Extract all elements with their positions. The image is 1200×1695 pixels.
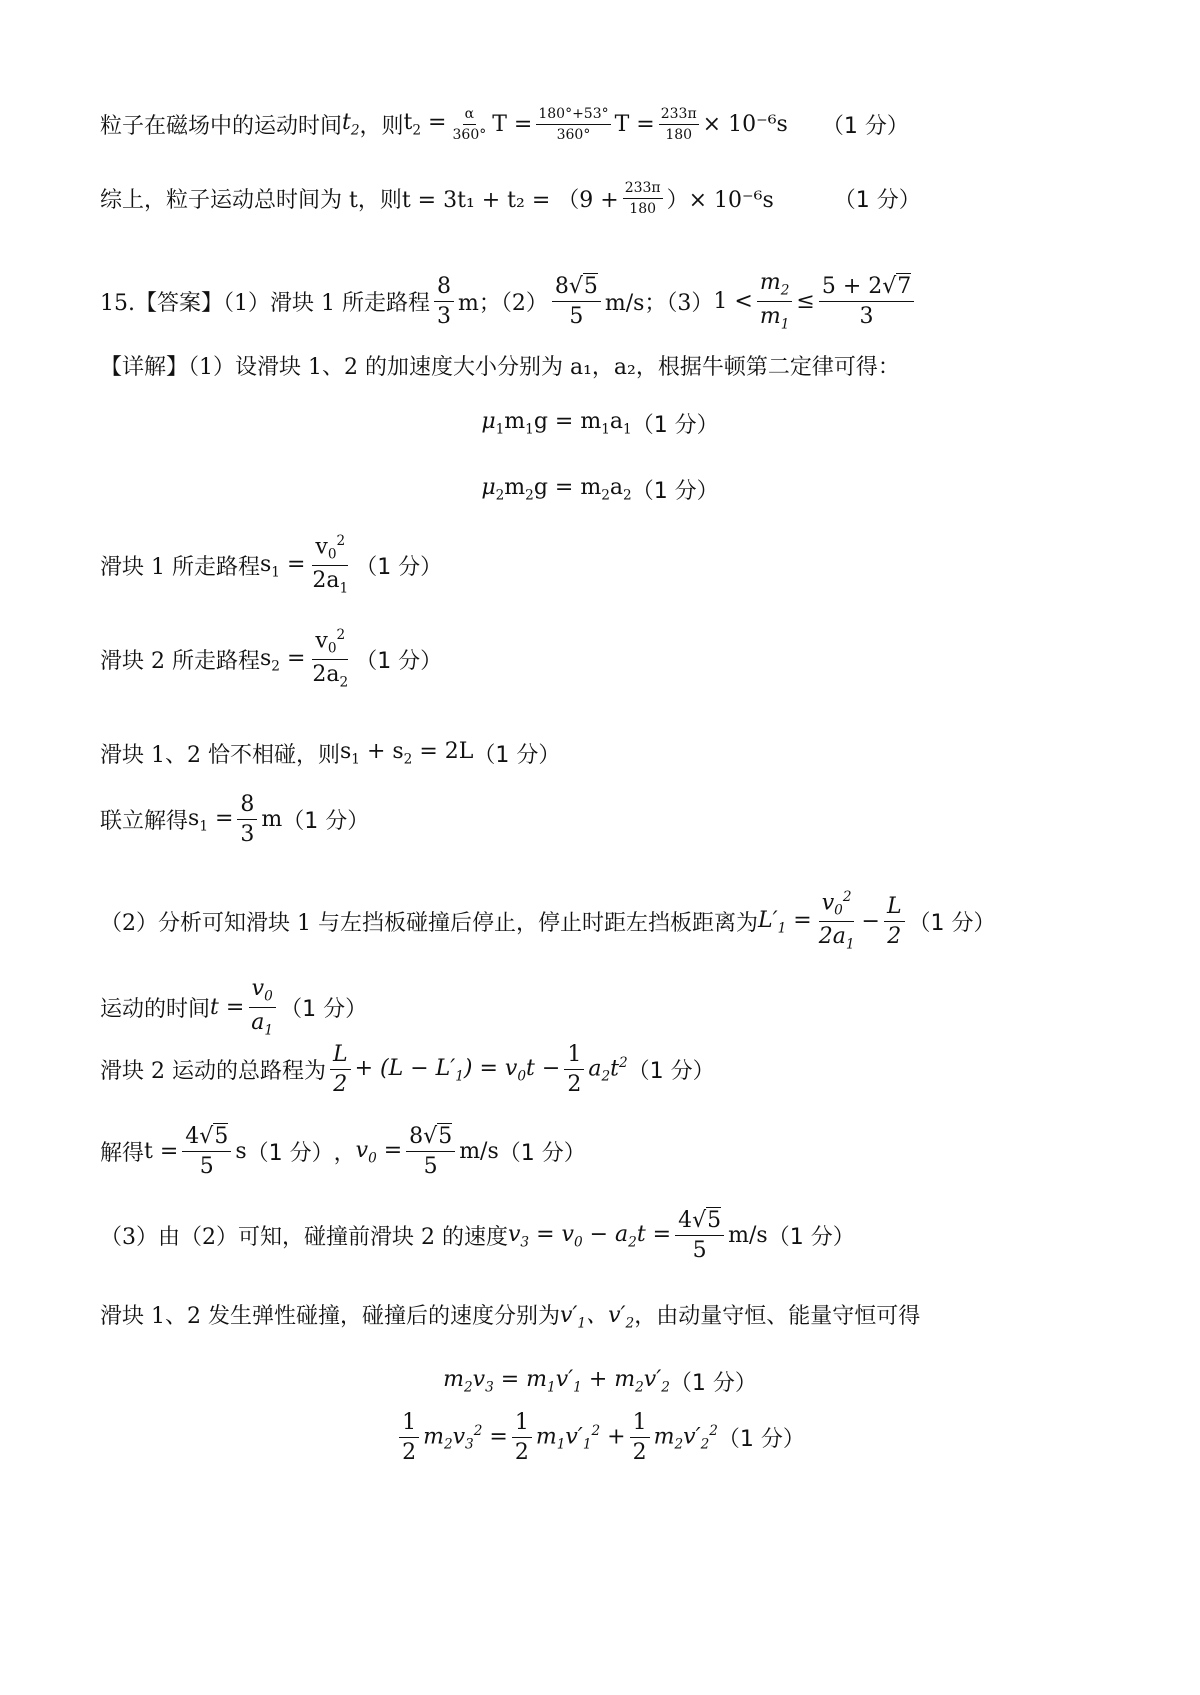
- time-frac: [248, 976, 276, 1039]
- detail-head: [100, 350, 1140, 381]
- score: （1 分）: [246, 1141, 334, 1167]
- unit-ms: m/s: [728, 1223, 768, 1249]
- unit-m: m: [261, 807, 283, 833]
- solve2-frac-t: [182, 1124, 231, 1180]
- time-lhs: t =: [210, 995, 245, 1021]
- part2-head-line: [100, 890, 1140, 953]
- frac-den: $2a_1$: [312, 568, 349, 597]
- eq-energy: [0, 1410, 1200, 1466]
- t2-intro: 粒子在磁场中的运动时间: [100, 114, 343, 140]
- answer-part2: m；（2）: [457, 291, 548, 317]
- score: （1 分）: [355, 649, 443, 675]
- t2-T1: T =: [492, 112, 533, 138]
- t2-frac-angle: [536, 106, 610, 143]
- t2-frac-angle-den: 360°: [556, 127, 591, 144]
- part3-head: （3）由（2）可知，碰撞前滑块 2 的速度: [100, 1225, 508, 1251]
- s2-lhs: $s_2$ =: [259, 645, 306, 674]
- part3-frac: [675, 1208, 724, 1264]
- frac-num: $m_2$: [757, 270, 793, 302]
- frac-den: 2: [333, 1072, 348, 1098]
- solve-s1-lhs: $s_1$ =: [188, 805, 234, 834]
- frac-den: $2a_1$: [818, 924, 855, 953]
- total-time-line: [100, 180, 1140, 217]
- frac-num: 8: [237, 792, 257, 820]
- answer-ineq-left: 1 <: [713, 289, 753, 315]
- elastic-text: 滑块 1、2 发生弹性碰撞，碰撞后的速度分别为: [100, 1304, 560, 1330]
- path2-line: [100, 1042, 1140, 1098]
- eq-newton-1: [0, 408, 1200, 439]
- frac-num: 1: [630, 1410, 650, 1438]
- total-frac-den: 180: [629, 201, 657, 218]
- elastic-tail: ，由动量守恒、能量守恒可得: [634, 1304, 921, 1330]
- answer-part3: m/s；（3）: [604, 291, 714, 317]
- s2-frac: [309, 628, 351, 691]
- eq-newton-2: [0, 474, 1200, 505]
- frac-num: 4√5: [675, 1208, 724, 1236]
- score: （1 分）: [498, 1141, 586, 1167]
- part2-head: （2）分析可知滑块 1 与左挡板碰撞后停止，停止时距左挡板距离为: [100, 911, 758, 937]
- t2-frac-pi-den: 180: [665, 127, 693, 144]
- energy-term-1: $m_2v_3^2$ =: [423, 1422, 508, 1453]
- part3-eq: $v_3 = v_0 - a_2t$ =: [507, 1221, 672, 1250]
- frac-num: L: [330, 1042, 351, 1070]
- nocollide-text: 滑块 1、2 恰不相碰，则: [100, 743, 340, 768]
- score: （1 分）: [631, 413, 719, 438]
- frac-num: 8√5: [552, 274, 601, 302]
- frac-den: 2: [632, 1440, 647, 1466]
- solve2-label: 解得: [100, 1141, 145, 1167]
- elastic-vars: $v'_1$、$v'_2$: [559, 1303, 635, 1332]
- eq-momentum-body: $m_2v_3 = m_1v'_1 + m_2v'_2$: [443, 1367, 670, 1396]
- frac-den: 5: [423, 1154, 438, 1180]
- path2-frac-half: [564, 1042, 584, 1098]
- answer-frac-bound: [819, 274, 914, 330]
- frac-den: 2: [567, 1072, 582, 1098]
- solve2-t: t =: [144, 1139, 179, 1165]
- solve-s1-frac: [237, 792, 257, 848]
- total-frac-num: 233π: [623, 180, 663, 199]
- s2-line: [100, 628, 1140, 691]
- score: （1 分）: [280, 997, 368, 1023]
- frac-den: $2a_2$: [312, 662, 349, 691]
- solve2-line: 解得 t = $\frac{4√5}{5}$ s （1 分） ， $v_0$ = $\frac{8√5}{5}$ m/s （1 分）: [100, 1124, 586, 1180]
- frac-den: 2: [402, 1440, 417, 1466]
- frac-num: $v_0^2$: [312, 534, 348, 566]
- frac-den: 3: [859, 304, 874, 330]
- score: （1 分）: [355, 555, 443, 581]
- nocollide-eq: $s_1 + s_2 = 2L$: [339, 739, 474, 768]
- frac-num: $v_0^2$: [312, 628, 348, 660]
- score: （1 分）: [627, 1059, 715, 1085]
- part3-line: [100, 1208, 1140, 1264]
- score: （1 分）: [821, 114, 909, 140]
- total-eq: t = 3t₁ + t₂ = （9 +: [401, 188, 619, 214]
- frac-den: 3: [436, 304, 451, 330]
- total-intro: 综上，粒子运动总时间为 t，则: [100, 188, 402, 214]
- energy-term-2: $m_1v'_1^2$ +: [535, 1422, 626, 1453]
- answer-line: [100, 270, 1140, 333]
- answer-frac-mass: [757, 270, 793, 333]
- time-label: 运动的时间: [100, 997, 211, 1023]
- energy-half-1: [399, 1410, 419, 1466]
- answer-head: 15.【答案】（1）滑块 1 所走路程: [100, 291, 430, 317]
- t2-frac-alpha-num: α: [463, 106, 476, 125]
- detail-head-text: 【详解】（1）设滑块 1、2 的加速度大小分别为 a₁，a₂，根据牛顿第二定律可得：: [100, 355, 900, 380]
- t2-line: [100, 106, 1140, 143]
- frac-num: 8: [434, 274, 454, 302]
- answer-frac-v0: [552, 274, 601, 330]
- t2-frac-angle-num: 180°+53°: [536, 106, 610, 125]
- s1-lhs: $s_1$ =: [259, 551, 306, 580]
- solve-s1-line: [100, 792, 1140, 848]
- t2-frac-pi-num: 233π: [659, 106, 699, 125]
- unit-s: s: [235, 1139, 247, 1165]
- score: （1 分）: [669, 1371, 757, 1396]
- path2-frac-L: [330, 1042, 351, 1098]
- t2-then: ，则: [359, 114, 404, 140]
- frac-num: 1: [564, 1042, 584, 1070]
- t2-frac-alpha-den: 360°: [452, 127, 487, 144]
- s2-label: 滑块 2 所走路程: [100, 649, 260, 675]
- frac-num: 8√5: [406, 1124, 455, 1152]
- time-line: [100, 976, 1140, 1039]
- t2-frac-pi: [659, 106, 699, 143]
- solve2-v0: $v_0$ =: [355, 1137, 403, 1166]
- s1-frac: [309, 534, 351, 597]
- frac-num: L: [884, 894, 905, 922]
- frac-den: 5: [692, 1238, 707, 1264]
- path2-label: 滑块 2 运动的总路程为: [100, 1059, 326, 1085]
- part2-L1prime: $L'_1$ =: [757, 907, 812, 936]
- elastic-line: [100, 1298, 1140, 1331]
- answer-ineq-le: ≤: [796, 289, 815, 315]
- frac-den: 2: [514, 1440, 529, 1466]
- frac-den: $a_1$: [251, 1010, 274, 1039]
- score: （1 分）: [282, 809, 370, 835]
- total-frac: [623, 180, 663, 217]
- part2-frac-v0: [816, 890, 858, 953]
- s1-line: [100, 534, 1140, 597]
- s1-label: 滑块 1 所走路程: [100, 555, 260, 581]
- frac-den: 2: [887, 924, 902, 950]
- frac-num: 5 + 2√7: [819, 274, 914, 302]
- frac-num: 1: [399, 1410, 419, 1438]
- frac-num: $v_0$: [249, 976, 276, 1008]
- path2-mid: + $(L - L'_1) = v_0t$ −: [354, 1055, 561, 1084]
- frac-den: 5: [199, 1154, 214, 1180]
- t2-eq-start: $t_2$ =: [403, 110, 447, 139]
- frac-num: 1: [512, 1410, 532, 1438]
- score: （1 分）: [631, 479, 719, 504]
- energy-half-3: [630, 1410, 650, 1466]
- score: （1 分）: [767, 1225, 855, 1251]
- total-tail: ）× 10⁻⁶s: [666, 188, 774, 214]
- energy-half-2: [512, 1410, 532, 1466]
- frac-den: 5: [569, 304, 584, 330]
- frac-den: 3: [240, 822, 255, 848]
- score: （1 分）: [717, 1427, 805, 1453]
- score: （1 分）: [473, 743, 561, 768]
- energy-term-3: $m_2v'_2^2$: [653, 1422, 718, 1453]
- frac-den: $m_1$: [759, 304, 790, 333]
- answer-frac-8-3: [434, 274, 454, 330]
- part2-minus: −: [861, 909, 880, 935]
- nocollide-line: [100, 738, 1140, 769]
- unit-ms: m/s: [459, 1139, 499, 1165]
- t2-exp: × 10⁻⁶s: [702, 112, 788, 138]
- eq-newton-2-body: $\mu_2m_2g = m_2a_2$: [481, 475, 632, 504]
- frac-num: $v_0^2$: [819, 890, 855, 922]
- eq-newton-1-body: $\mu_1m_1g = m_1a_1$: [481, 409, 632, 438]
- t2-symbol: $t_2$: [342, 110, 360, 139]
- solve-s1-label: 联立解得: [100, 809, 189, 835]
- score: （1 分）: [833, 188, 921, 214]
- t2-frac-alpha: [451, 106, 489, 143]
- solve2-frac-v0: [406, 1124, 455, 1180]
- score: （1 分）: [908, 911, 996, 937]
- path2-end: $a_2t^2$: [588, 1054, 628, 1085]
- eq-momentum: [0, 1366, 1200, 1397]
- frac-num: 4√5: [182, 1124, 231, 1152]
- t2-T2: T =: [614, 112, 655, 138]
- part2-frac-L: [884, 894, 905, 950]
